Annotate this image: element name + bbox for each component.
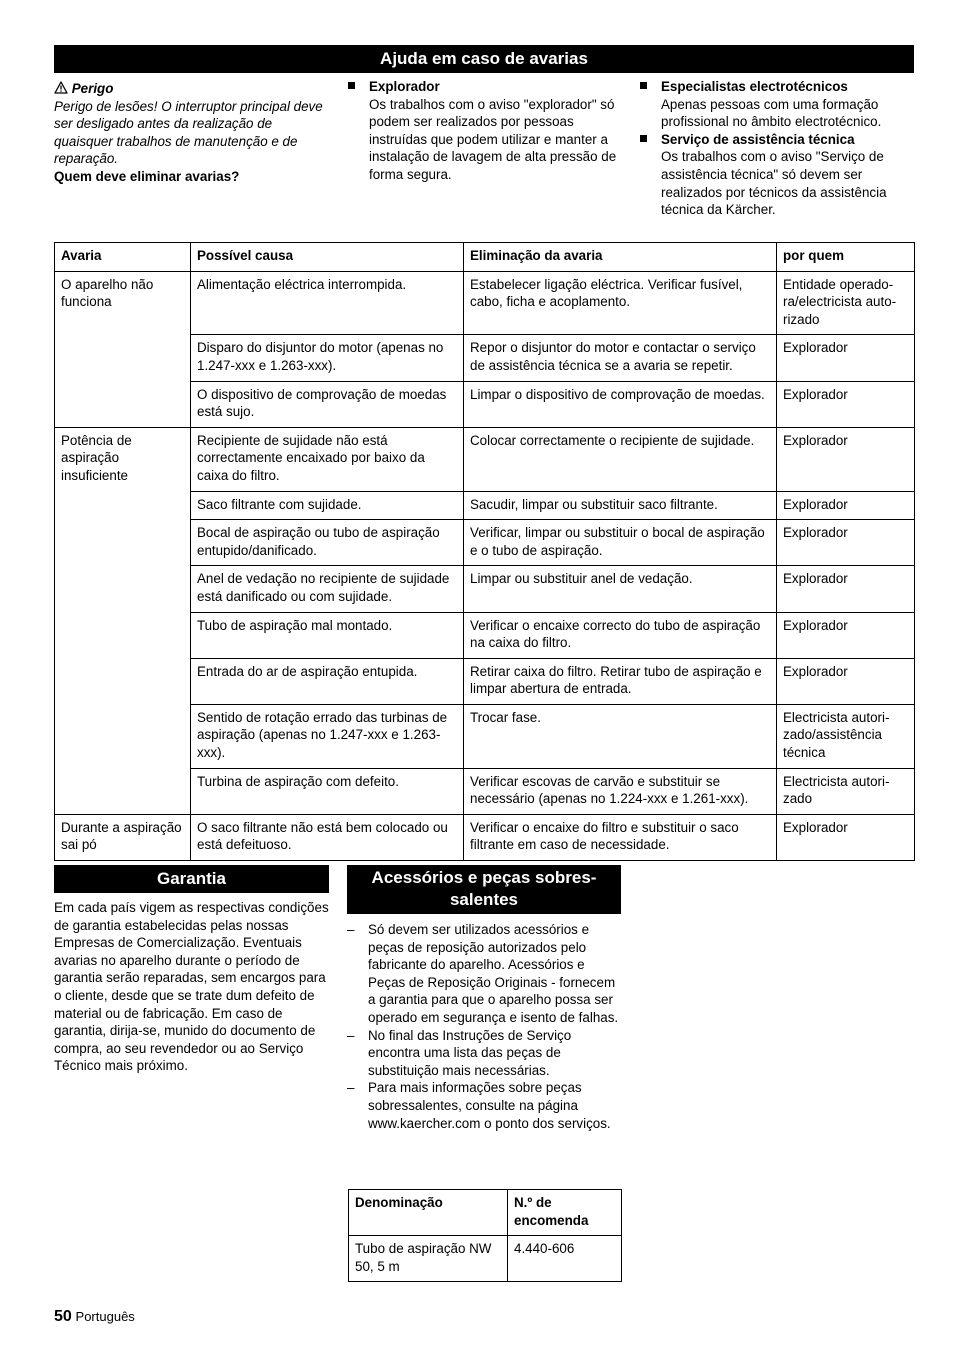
parts-table-header (349, 1190, 622, 1236)
danger-note (54, 80, 330, 186)
section-title-warranty: Garantia (54, 865, 329, 893)
list-item: – Só devem ser utilizados acessórios e peças de reposição autorizados pelo fabricante do aparelho. Acessórios e Peças de Reposição Originais - fornecem a garantia para que o aparelho possa ser operado em segurança e isento de falhas. (347, 922, 619, 1025)
remedy-cell: Verificar, limpar ou substituir o bocal de aspiração e o tubo de aspiração. (464, 520, 777, 566)
cause-cell: Saco filtrante com sujidade. (191, 491, 464, 520)
cause-cell: Disparo do disjuntor do motor (apenas no 1.247-xxx e 1.263-xxx). (191, 335, 464, 381)
accessories-list (347, 921, 623, 1132)
remedy-cell: Limpar ou substituir anel de vedação. (464, 566, 777, 612)
cause-cell: O dispositivo de comprovação de moedas está sujo. (191, 381, 464, 427)
fault-table (54, 242, 915, 861)
cause-cell: Sentido de rotação errado das turbinas de aspiração (apenas no 1.247-xxx e 1.263-xxx). (191, 704, 464, 768)
by-whom-cell: Explorador (777, 658, 915, 704)
remedy-cell: Retirar caixa do filtro. Retirar tubo de aspiração e limpar abertura de entrada. (464, 658, 777, 704)
warranty-text: Em cada país vigem as respectivas condições de garantia estabelecidas pelas nossas Empresas de Comercialização. Eventuais avarias no aparelho durante o período de garantia serão reparadas, sem encargos para o cliente, desde que se trate dum defeito de material ou de fabricação. Em caso de garantia, dirija-se, munido do documento de compra, ao seu revendedor ou ao Serviço Técnico mais próximo. (54, 900, 329, 1074)
electrician-title: Especialistas electrotécnicos (661, 79, 848, 94)
electrician-text: Apenas pessoas com uma formação profissional no âmbito electrotécnico. (661, 96, 882, 130)
table-row (349, 1236, 622, 1282)
danger-heading (54, 80, 330, 98)
parts-table (348, 1189, 622, 1282)
header-order-number: N.º de encomenda (508, 1190, 622, 1236)
page-number: 50 (54, 1308, 72, 1325)
operator-text: Os trabalhos com o aviso "explorador" só podem ser realizados por pessoas instruídas que podem utilizar e manter a instalação de lavagem de alta pressão de forma segura. (369, 96, 617, 182)
by-whom-cell: Explorador (777, 612, 915, 658)
bullet-square-icon (640, 82, 647, 89)
warning-triangle-icon (54, 81, 68, 94)
cause-cell: Anel de vedação no recipiente de sujidade está danificado ou com sujidade. (191, 566, 464, 612)
fault-cell: Potência de aspiração insuficiente (55, 427, 191, 814)
remedy-cell: Verificar o encaixe do filtro e substituir o saco filtrante em caso de necessidade. (464, 814, 777, 860)
header-by-whom: por quem (777, 243, 915, 272)
cause-cell: Recipiente de sujidade não está correctamente encaixado por baixo da caixa do filtro. (191, 427, 464, 491)
bullet-square-icon (640, 135, 647, 142)
header-designation: Denominação (349, 1190, 508, 1236)
service-text: Os trabalhos com o aviso "Serviço de assistência técnica" só devem ser realizados por técnicos da assistência técnica da Kärcher. (661, 149, 887, 218)
page-footer (54, 1308, 135, 1326)
danger-label: Perigo (71, 81, 114, 96)
header-remedy: Eliminação da avaria (464, 243, 777, 272)
remedy-cell: Colocar correctamente o recipiente de sujidade. (464, 427, 777, 491)
by-whom-cell: Explorador (777, 427, 915, 491)
page-language: Português (75, 1309, 135, 1324)
header-cause: Possível causa (191, 243, 464, 272)
operator-title: Explorador (369, 79, 440, 94)
cause-cell: Bocal de aspiração ou tubo de aspiração entupido/danificado. (191, 520, 464, 566)
danger-text: Perigo de lesões! O interruptor principal deve ser desligado antes da realização de quaisquer trabalhos de manutenção e de reparação. (54, 98, 323, 167)
by-whom-cell: Explorador (777, 814, 915, 860)
who-fixes-question: Quem deve eliminar avarias? (54, 168, 240, 184)
dash-marker: – (347, 1080, 355, 1096)
list-item: – Para mais informações sobre peças sobressalentes, consulte na página www.kaercher.com o ponto dos serviços. (347, 1080, 611, 1131)
remedy-cell: Sacudir, limpar ou substituir saco filtrante. (464, 491, 777, 520)
remedy-cell: Trocar fase. (464, 704, 777, 768)
operator-note (347, 78, 622, 184)
part-number-cell: 4.440-606 (508, 1236, 622, 1282)
fault-cell: Durante a aspiração sai pó (55, 814, 191, 860)
fault-cell: O aparelho não funciona (55, 271, 191, 427)
by-whom-cell: Electricista autori- zado (777, 768, 915, 814)
cause-cell: Turbina de aspiração com defeito. (191, 768, 464, 814)
by-whom-cell: Electricista autori- zado/assistência técnica (777, 704, 915, 768)
cause-cell: Entrada do ar de aspiração entupida. (191, 658, 464, 704)
service-title: Serviço de assistência técnica (661, 131, 855, 147)
remedy-cell: Verificar escovas de carvão e substituir se necessário (apenas no 1.224-xxx e 1.261-xxx). (464, 768, 777, 814)
table-row (55, 814, 915, 860)
remedy-cell: Limpar o dispositivo de comprovação de moedas. (464, 381, 777, 427)
cause-cell: Alimentação eléctrica interrompida. (191, 271, 464, 335)
by-whom-cell: Explorador (777, 491, 915, 520)
by-whom-cell: Explorador (777, 566, 915, 612)
list-item: – No final das Instruções de Serviço encontra uma lista das peças de substituição mais necessárias. (347, 1027, 572, 1078)
bullet-square-icon (348, 82, 355, 89)
header-fault: Avaria (55, 243, 191, 272)
remedy-cell: Repor o disjuntor do motor e contactar o serviço de assistência técnica se a avaria se repetir. (464, 335, 777, 381)
by-whom-cell: Explorador (777, 381, 915, 427)
part-name-cell: Tubo de aspiração NW 50, 5 m (349, 1236, 508, 1282)
section-title-troubleshooting: Ajuda em caso de avarias (54, 45, 914, 73)
section-title-accessories: Acessórios e peças sobres- salentes (347, 865, 621, 914)
cause-cell: Tubo de aspiração mal montado. (191, 612, 464, 658)
dash-marker: – (347, 1027, 355, 1043)
specialists-note (639, 78, 916, 219)
dash-marker: – (347, 922, 355, 937)
by-whom-cell: Entidade operado- ra/electricista auto- rizado (777, 271, 915, 335)
cause-cell: O saco filtrante não está bem colocado ou está defeituoso. (191, 814, 464, 860)
remedy-cell: Estabelecer ligação eléctrica. Verificar fusível, cabo, ficha e acoplamento. (464, 271, 777, 335)
table-row (55, 271, 915, 335)
table-row (55, 427, 915, 491)
fault-table-header (55, 243, 915, 272)
by-whom-cell: Explorador (777, 520, 915, 566)
by-whom-cell: Explorador (777, 335, 915, 381)
remedy-cell: Verificar o encaixe correcto do tubo de aspiração na caixa do filtro. (464, 612, 777, 658)
